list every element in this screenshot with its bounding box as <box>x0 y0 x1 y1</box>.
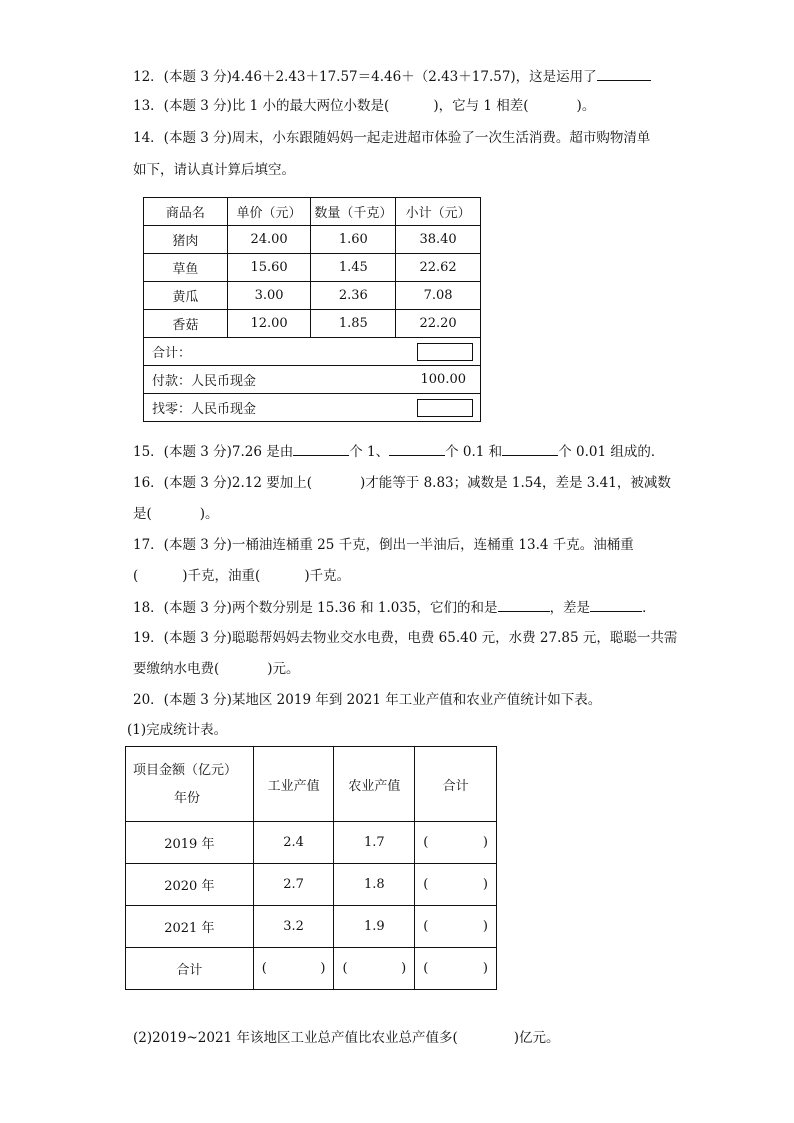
table-cell: 1.60 <box>311 226 396 254</box>
table-cell: 3.00 <box>227 282 311 310</box>
question-15-text-c: 个 0.1 和 <box>445 444 503 460</box>
corner-header-top: 项目金额（亿元） <box>133 762 238 778</box>
question-20 <box>133 690 601 710</box>
table-cell: 2.7 <box>253 864 334 906</box>
question-15-text-a: 15．(本题 3 分)7.26 是由 <box>133 444 294 460</box>
paren-open: ( <box>423 835 429 850</box>
table-header-row <box>126 747 497 822</box>
paren-close: ) <box>320 961 326 976</box>
paren-close: ) <box>401 961 407 976</box>
answer-blank[interactable] <box>590 597 642 612</box>
question-20-sub-1 <box>127 720 227 740</box>
table-cell: 1.9 <box>334 906 415 948</box>
question-13-text-c: )。 <box>576 98 596 114</box>
question-20-sub-2 <box>133 1028 560 1048</box>
table-cell: 1.85 <box>311 310 396 338</box>
table-cell: 22.62 <box>396 254 481 282</box>
total-answer-box[interactable] <box>417 343 473 361</box>
answer-blank[interactable] <box>389 441 445 456</box>
table-row <box>126 906 497 948</box>
question-14-text: 14．(本题 3 分)周末，小东跟随妈妈一起走进超市体验了一次生活消费。超市购物清单 <box>133 130 651 146</box>
answer-blank[interactable] <box>502 441 558 456</box>
column-header: 小计（元） <box>396 198 481 226</box>
change-row <box>144 394 481 422</box>
paren-open: ( <box>261 961 267 976</box>
table-row <box>126 864 497 906</box>
paren-close: ) <box>482 877 488 892</box>
column-header: 数量（千克） <box>311 198 396 226</box>
table-cell: 1.8 <box>334 864 415 906</box>
question-19-line-2 <box>133 659 300 679</box>
question-18-text-a: 18．(本题 3 分)两个数分别是 15.36 和 1.035，它们的和是 <box>133 600 498 616</box>
total-row <box>144 338 481 366</box>
question-17-text-c: )千克，油重( <box>182 568 261 584</box>
column-header: 合计 <box>415 747 497 822</box>
table-cell: 草鱼 <box>144 254 228 282</box>
table-cell: 猪肉 <box>144 226 228 254</box>
question-19 <box>133 628 677 648</box>
question-17-text-b: ( <box>133 568 139 584</box>
question-19-text-c: )元。 <box>267 661 300 677</box>
question-20-sub-2-text-b: )亿元。 <box>513 1030 560 1046</box>
table-header-row <box>144 198 481 226</box>
table-cell: 3.2 <box>253 906 334 948</box>
paren-open: ( <box>423 877 429 892</box>
table-cell: 1.45 <box>311 254 396 282</box>
paren-open: ( <box>423 919 429 934</box>
change-label: 找零：人民币现金 <box>152 402 257 417</box>
question-16-text-b: )才能等于 8.83；减数是 1.54，差是 3.41，被减数 <box>360 475 671 491</box>
question-13 <box>133 96 595 116</box>
shopping-list-table <box>143 197 481 422</box>
corner-header-cell <box>126 747 254 822</box>
answer-cell[interactable] <box>415 906 497 948</box>
paren-open: ( <box>423 961 429 976</box>
question-16-text-a: 16．(本题 3 分)2.12 要加上( <box>133 475 313 491</box>
question-20-sub-1-text: (1)完成统计表。 <box>127 722 228 738</box>
table-row <box>126 822 497 864</box>
table-row <box>144 226 481 254</box>
corner-header-bottom: 年份 <box>174 790 201 806</box>
paren-open: ( <box>342 961 348 976</box>
table-cell: 2.4 <box>253 822 334 864</box>
question-13-text-a: 13．(本题 3 分)比 1 小的最大两位小数是( <box>133 98 390 114</box>
total-cell <box>144 338 481 366</box>
column-header: 商品名 <box>144 198 228 226</box>
answer-cell[interactable] <box>415 948 497 990</box>
year-cell: 2021 年 <box>126 906 254 948</box>
payment-row <box>144 366 481 394</box>
question-19-text-b: 要缴纳水电费( <box>133 661 220 677</box>
payment-label: 付款：人民币现金 <box>152 374 257 389</box>
question-14-line-1 <box>133 128 650 148</box>
question-12 <box>133 66 651 87</box>
answer-cell[interactable] <box>415 822 497 864</box>
total-label: 合计： <box>152 346 192 361</box>
question-13-text-b: )，它与 1 相差( <box>433 98 529 114</box>
table-cell: 黄瓜 <box>144 282 228 310</box>
table-cell: 香菇 <box>144 310 228 338</box>
production-stats-table <box>125 746 497 990</box>
table-cell: 7.08 <box>396 282 481 310</box>
year-cell: 2020 年 <box>126 864 254 906</box>
paren-close: ) <box>482 919 488 934</box>
question-14-line-2 <box>133 160 295 180</box>
table-cell: 15.60 <box>227 254 311 282</box>
answer-blank[interactable] <box>498 597 550 612</box>
column-header: 农业产值 <box>334 747 415 822</box>
question-20-sub-2-text-a: (2)2019~2021 年该地区工业总产值比农业总产值多( <box>133 1030 458 1046</box>
table-row <box>144 310 481 338</box>
answer-blank[interactable] <box>597 66 651 81</box>
table-cell: 1.7 <box>334 822 415 864</box>
question-12-text: 12．(本题 3 分)4.46＋2.43＋17.57＝4.46＋（2.43＋17.57)，这是运用了 <box>133 69 597 85</box>
question-16-text-c: 是( <box>133 506 152 522</box>
question-15-text-b: 个 1、 <box>349 444 390 460</box>
question-14-text-2: 如下，请认真计算后填空。 <box>133 162 295 178</box>
question-19-text-a: 19．(本题 3 分)聪聪帮妈妈去物业交水电费，电费 65.40 元，水费 27.85 元，聪聪一共需 <box>133 630 678 646</box>
column-header: 工业产值 <box>253 747 334 822</box>
question-16-line-2 <box>133 504 219 524</box>
question-15-text-d: 个 0.01 组成的． <box>558 444 665 460</box>
question-17-line-2 <box>133 566 350 586</box>
answer-cell[interactable] <box>334 948 415 990</box>
payment-value: 100.00 <box>420 372 466 387</box>
question-20-text: 20．(本题 3 分)某地区 2019 年到 2021 年工业产值和农业产值统计如下表。 <box>133 692 602 708</box>
change-cell <box>144 394 481 422</box>
question-17-text-a: 17．(本题 3 分)一桶油连桶重 25 千克，倒出一半油后，连桶重 13.4 千克。油桶重 <box>133 537 634 553</box>
question-15 <box>133 441 664 462</box>
answer-cell[interactable] <box>253 948 334 990</box>
table-row <box>144 282 481 310</box>
question-18-text-c: ． <box>642 600 656 616</box>
question-18-text-b: ，差是 <box>549 600 591 616</box>
question-16-text-d: )。 <box>199 506 219 522</box>
answer-blank[interactable] <box>293 441 349 456</box>
table-cell: 22.20 <box>396 310 481 338</box>
change-answer-box[interactable] <box>417 399 473 417</box>
total-label: 合计 <box>126 948 254 990</box>
table-row <box>144 254 481 282</box>
question-16 <box>133 473 671 493</box>
answer-cell[interactable] <box>415 864 497 906</box>
question-18 <box>133 597 656 618</box>
table-cell: 12.00 <box>227 310 311 338</box>
table-cell: 38.40 <box>396 226 481 254</box>
table-cell: 24.00 <box>227 226 311 254</box>
question-17-text-d: )千克。 <box>304 568 351 584</box>
column-header: 单价（元） <box>227 198 311 226</box>
paren-close: ) <box>482 835 488 850</box>
year-cell: 2019 年 <box>126 822 254 864</box>
payment-cell <box>144 366 481 394</box>
table-cell: 2.36 <box>311 282 396 310</box>
paren-close: ) <box>482 961 488 976</box>
total-row <box>126 948 497 990</box>
question-17 <box>133 535 634 555</box>
